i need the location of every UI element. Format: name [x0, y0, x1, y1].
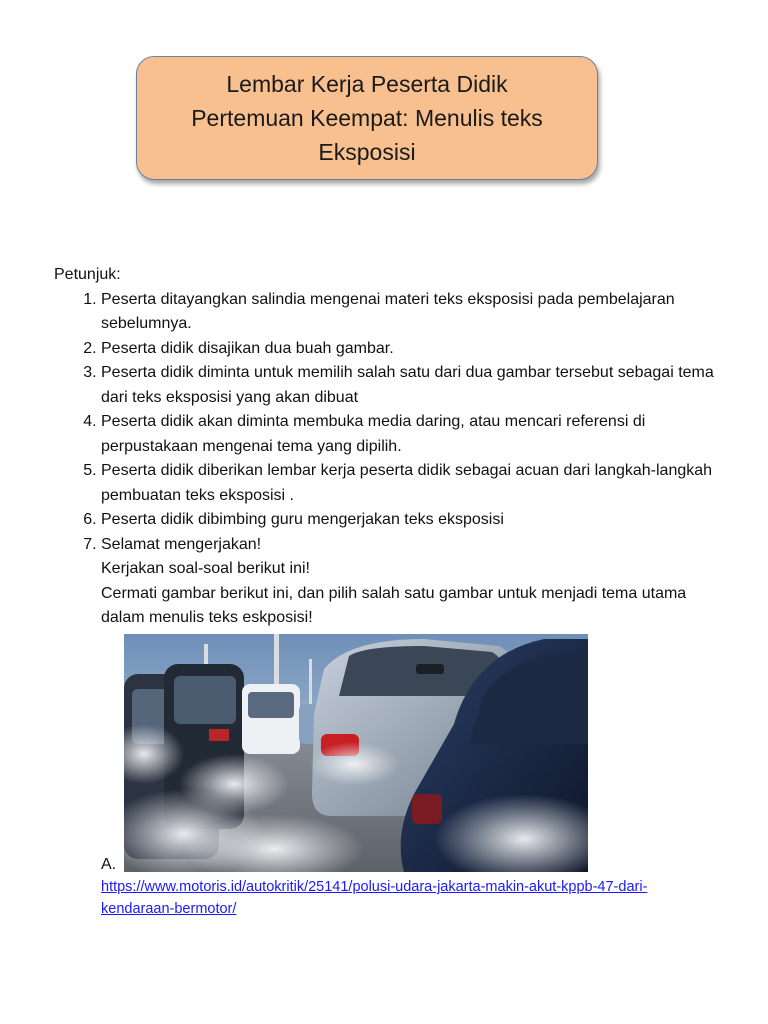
- traffic-pollution-image: [124, 634, 588, 872]
- instructions-heading: Petunjuk:: [54, 266, 121, 283]
- title-box: [136, 56, 598, 180]
- step-item: 5. Peserta didik diberikan lembar kerja peserta didik sebagai acuan dari langkah-langkah pembuatan teks eksposisi .: [101, 459, 734, 508]
- task-line: Cermati gambar berikut ini, dan pilih salah satu gambar untuk menjadi tema utama dalam menulis teks eskposisi!: [101, 584, 687, 626]
- step-item: [101, 533, 734, 631]
- step-item: 6. Peserta didik dibimbing guru mengerjakan teks eksposisi: [101, 508, 734, 533]
- title-line-3: Eksposisi: [318, 139, 416, 165]
- task-line: Kerjakan soal-soal berikut ini!: [101, 560, 310, 577]
- step-7-text: Selamat mengerjakan!: [101, 535, 262, 553]
- step-item: 1. Peserta ditayangkan salindia mengenai materi teks eksposisi pada pembelajaran sebelumnya.: [101, 288, 734, 337]
- step-item: 4. Peserta didik akan diminta membuka media daring, atau mencari referensi di perpustakaan mengenai tema yang dipilih.: [101, 410, 734, 459]
- instructions-section: [54, 263, 734, 631]
- step-item: 2. Peserta didik disajikan dua buah gambar.: [101, 337, 734, 362]
- title-line-1: Lembar Kerja Peserta Didik: [226, 71, 508, 97]
- figure-label: A.: [101, 856, 117, 873]
- title-line-2: Pertemuan Keempat: Menulis teks: [191, 105, 543, 131]
- figure-source-link[interactable]: https://www.motoris.id/autokritik/25141/polusi-udara-jakarta-makin-akut-kppb-47-dari-kendaraan-bermotor/: [101, 879, 648, 917]
- steps-list: [54, 288, 734, 631]
- step-item: 3. Peserta didik diminta untuk memilih salah satu dari dua gambar tersebut sebagai tema dari teks eksposisi yang akan dibuat: [101, 361, 734, 410]
